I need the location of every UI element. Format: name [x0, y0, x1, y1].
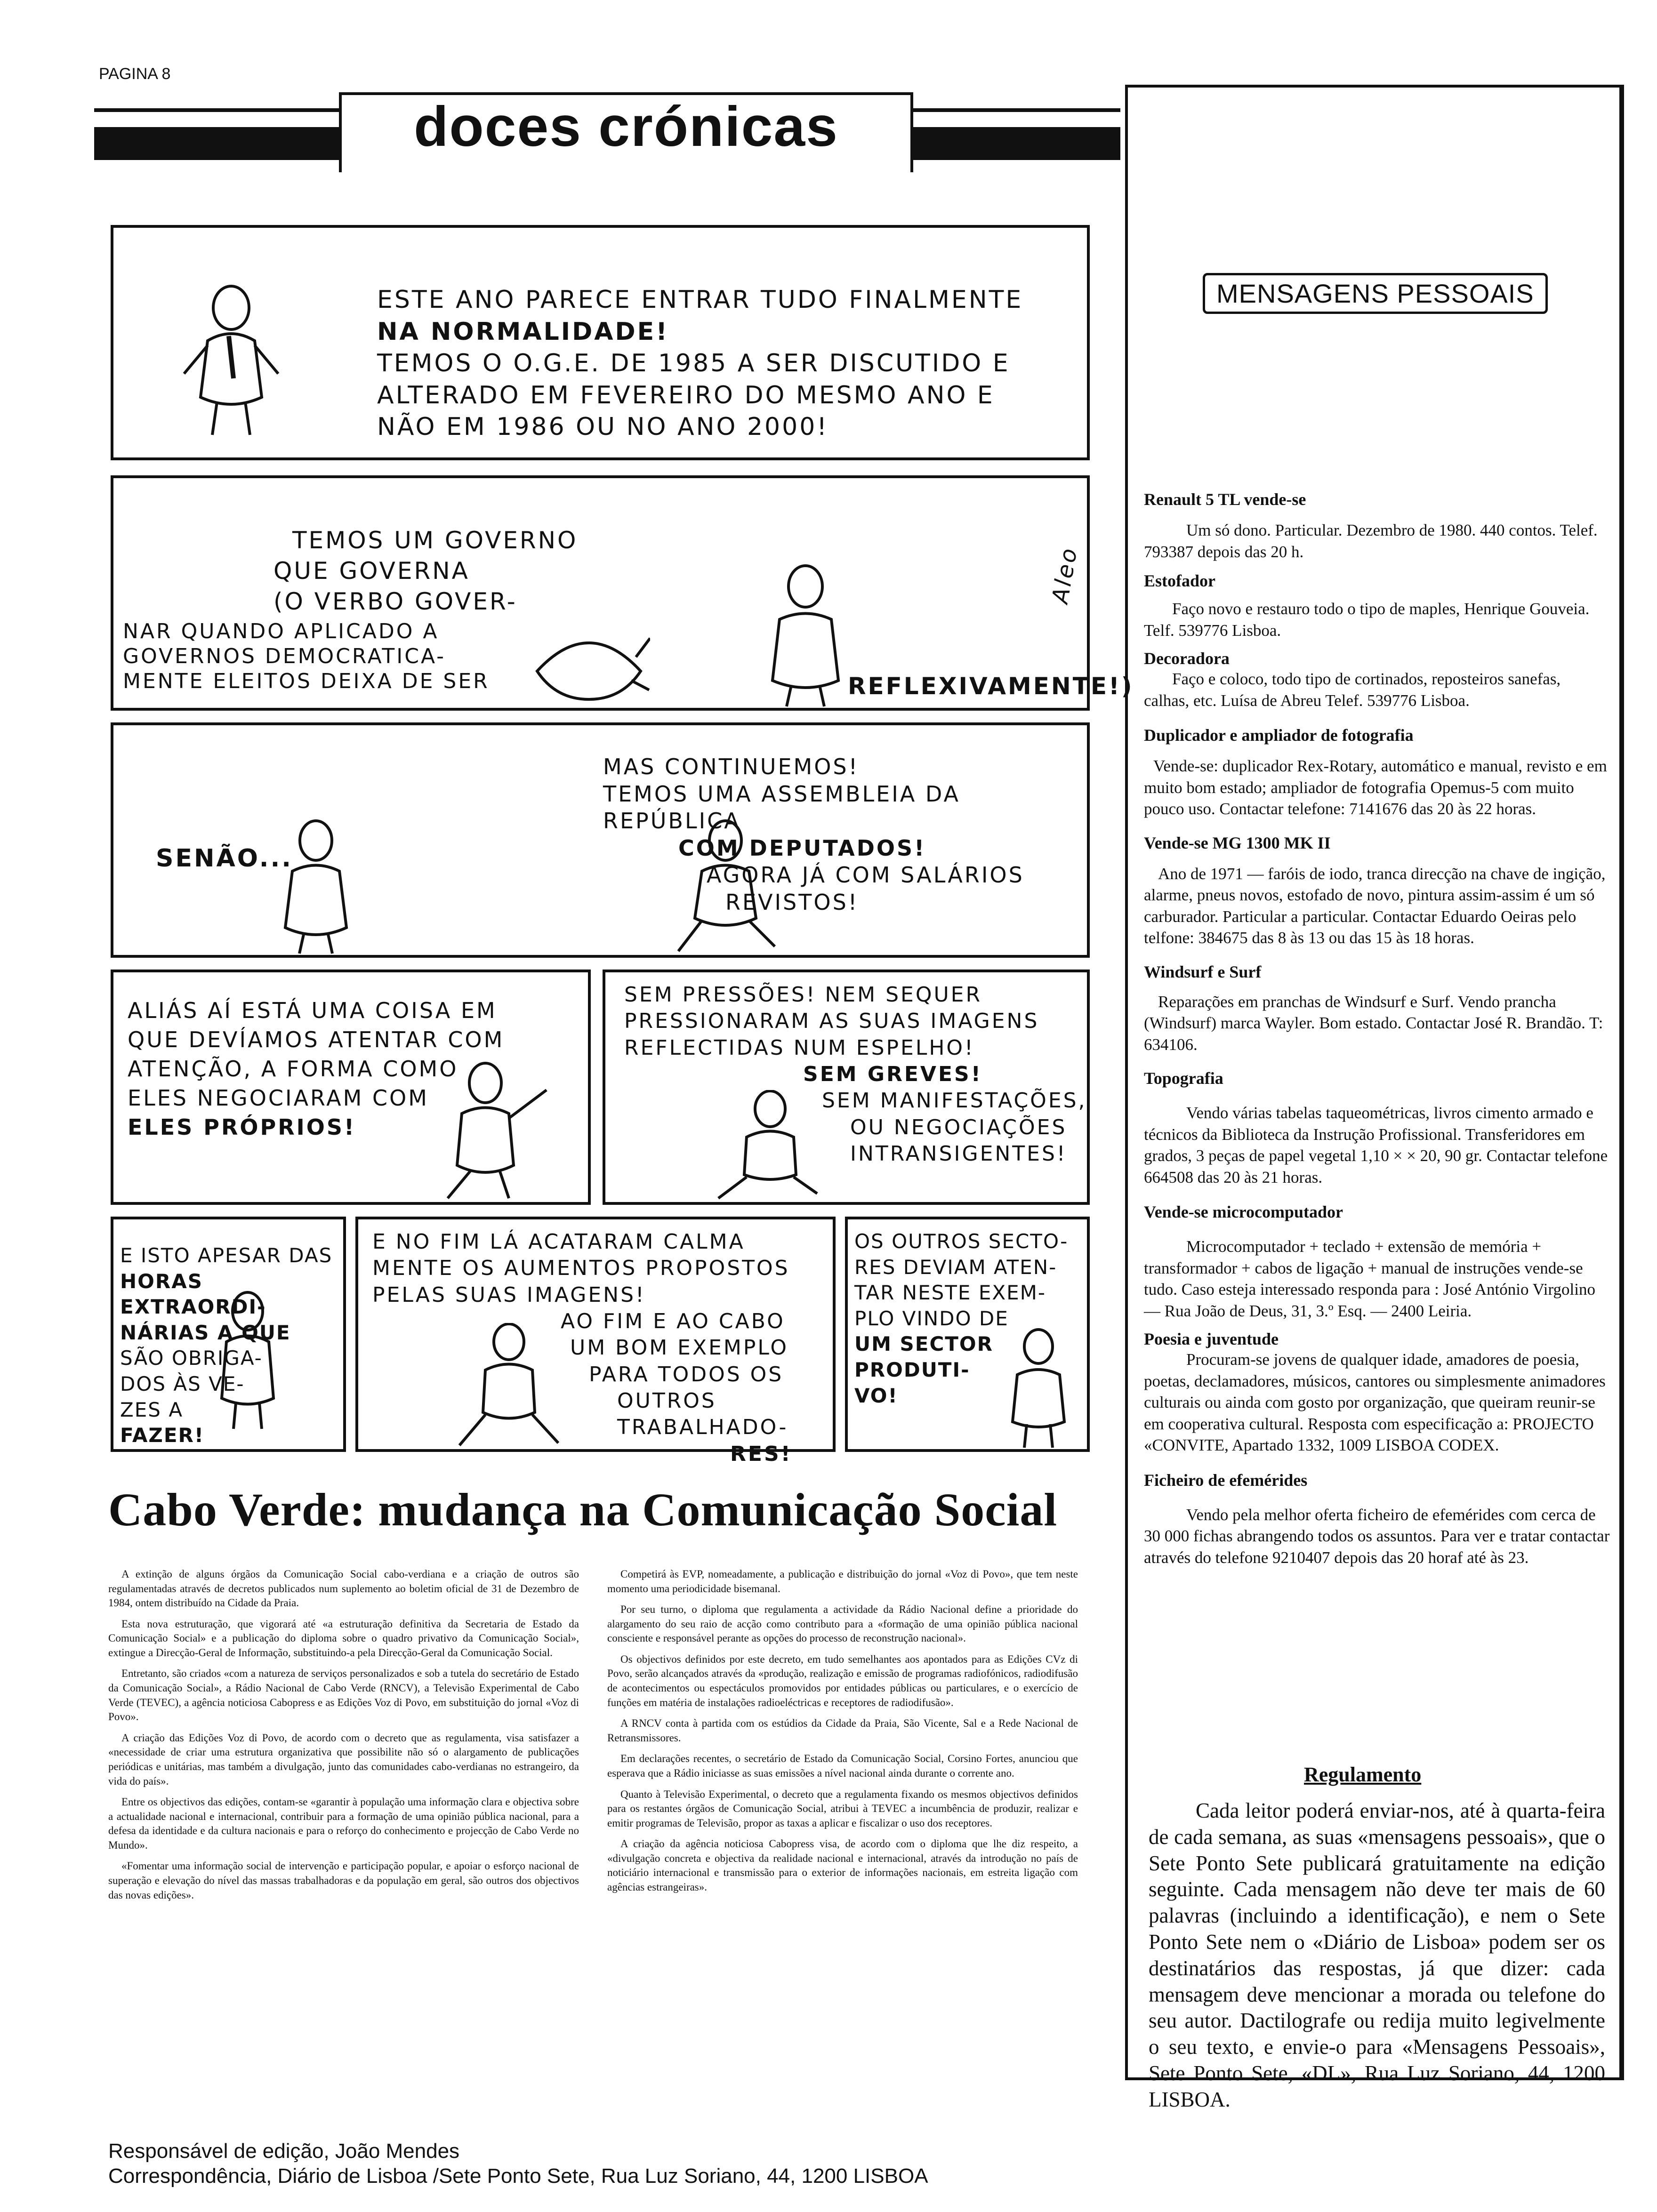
ad-item — [1144, 962, 1610, 1056]
ad-body: Reparações em pranchas de Windsurf e Surf. Vendo prancha (Windsurf) marca Wayler. Bom estado. Contactar José R. Brandão. T: 634106. — [1144, 992, 1603, 1054]
panel6-line4: SÃO OBRIGA- — [120, 1346, 263, 1370]
ad-item — [1144, 649, 1610, 711]
ad-body: Ano de 1971 — faróis de iodo, tranca direcção na chave de ingição, alarme, pneus novos, estofado de novo, pintura assim-assim é um só carburador. Particular a particular. Contactar Eduardo Oeiras pelo telfone: 384675 das 8 às 13 ou das 15 às 18 horas. — [1144, 864, 1606, 947]
article-col2-para: Em declarações recentes, o secretário de Estado da Comunicação Social, Corsino Fortes, anunciou que esperava que a Rádio iniciasse as suas emissões a nível nacional ainda durante o corrente ano. — [607, 1753, 1078, 1779]
panel5-line5: SEM MANIFESTAÇÕES, — [822, 1089, 1087, 1113]
panel6-line5: DOS ÀS VE- — [120, 1372, 245, 1395]
panel5-line3: REFLECTIDAS NUM ESPELHO! — [624, 1035, 975, 1060]
panel1-line4: ALTERADO EM FEVEREIRO DO MESMO ANO E — [377, 381, 995, 409]
panel4-line3: ATENÇÃO, A FORMA COMO — [128, 1056, 458, 1082]
comic-panel-3 — [111, 722, 1090, 958]
panel2-line4: NAR QUANDO APLICADO A — [123, 619, 439, 643]
panel8-line1: OS OUTROS SECTO- — [854, 1230, 1069, 1253]
footer-editor: Responsável de edição, João Mendes — [108, 2140, 460, 2163]
panel3-line2: TEMOS UMA ASSEMBLEIA DA REPÚBLICA — [603, 781, 960, 834]
comic-panel-4 — [111, 970, 591, 1205]
cartoon-figure-icon — [998, 1328, 1078, 1450]
panel7-line8: RES! — [730, 1442, 792, 1466]
header-bar-left — [94, 127, 339, 160]
ad-heading: Decoradora — [1144, 649, 1230, 668]
article-headline: Cabo Verde: mudança na Comunicação Social — [108, 1483, 1058, 1536]
comic-panel-1 — [111, 225, 1090, 460]
ad-item — [1144, 571, 1610, 641]
panel7-line7: OUTROS TRABALHADO- — [617, 1388, 788, 1440]
comic-panel-2 — [111, 475, 1134, 711]
sidebar-title: MENSAGENS PESSOAIS — [1203, 273, 1548, 314]
panel4-line2: QUE DEVÍAMOS ATENTAR COM — [128, 1027, 505, 1053]
cartoon-figure-icon — [669, 819, 782, 956]
regulamento-body: Cada leitor poderá enviar-nos, até à quarta-feira de cada semana, as suas «mensagens pessoais», que o Sete Ponto Sete publicará gratuitamente na edição seguinte. Cada mensagem não deve ter mais de 60 palavras (incluindo a identificação), e nem o Sete Ponto Sete nem o «Diário de Lisboa» podem ser os destinatários das respostas, já que dizer: cada mensagem deve mencionar a morada ou telefone do seu autor. Dactilografe ou redija muito legivelmente o seu texto, e envie-o para «Mensagens Pessoais», Sete Ponto Sete, «DL», Rua Luz Soriano, 44, 1200 LISBOA. — [1149, 1799, 1605, 2111]
panel2-line2: QUE GOVERNA — [273, 557, 470, 585]
ad-body: Vendo várias tabelas taqueométricas, livros cimento armado e técnicos da Biblioteca da Instrução Profissional. Transferidores em grados, 3 peças de papel vegetal 1,10 × × 20, 90 gr. Contactar telefone 664508 das 20 às 21 horas. — [1144, 1104, 1608, 1186]
article-col1-para: A extinção de alguns órgãos da Comunicação Social cabo-verdiana e a criação de outros são regulamentadas através de decretos publicados num suplemento ao boletim oficial de 31 de Dezembro de 1984, ontem distribuído na Cidade da Praia. — [108, 1568, 579, 1609]
panel7-line2: MENTE OS AUMENTOS PROPOSTOS — [372, 1256, 790, 1281]
panel3-line4: AGORA JÁ COM SALÁRIOS — [707, 862, 1024, 888]
panel5-line4: SEM GREVES! — [803, 1062, 982, 1086]
article-column-1 — [108, 1567, 579, 1909]
comic-panel-7 — [355, 1217, 836, 1466]
cartoon-figure-icon — [452, 1323, 565, 1450]
panel7-line4: AO FIM E AO CABO — [561, 1309, 785, 1333]
panel7-line5: UM BOM EXEMPLO — [570, 1336, 788, 1360]
panel5-line1: SEM PRESSÕES! NEM SEQUER — [624, 983, 982, 1007]
comic-panel-5 — [603, 970, 1090, 1205]
ad-item — [1144, 833, 1610, 949]
panel8-line6: PRODUTI- — [854, 1358, 970, 1381]
ad-heading: Vende-se microcomputador — [1144, 1202, 1343, 1221]
ad-body: Procuram-se jovens de qualquer idade, amadores de poesia, poetas, declamadores, músicos, cantores ou simplesmente animadores culturais ou ainda com gosto por organização, que queiram reunir-se em cooperativa cultural. Resposta com especificação a: PROJECTO «CONVITE, Apartado 1332, 1009 LISBOA CODEX. — [1144, 1350, 1606, 1454]
section-title: doces crónicas — [414, 95, 838, 158]
regulamento-title: Regulamento — [1304, 1763, 1422, 1786]
panel3-line5: REVISTOS! — [725, 889, 859, 915]
ad-body: Faço e coloco, todo tipo de cortinados, reposteiros sanefas, calhas, etc. Luísa de Abreu Telef. 539776 Lisboa. — [1144, 670, 1561, 710]
article-col1-para: Esta nova estruturação, que vigorará até «a estruturação definitiva da Secretaria de Estado da Comunicação Social» e a publicação do diploma sobre o quadro privativo da Comunicação Social», extingue a Direcção-Geral de Informação, substituindo-a pela Direcção-Geral da Comunicação Social. — [108, 1618, 579, 1659]
panel7-line1: E NO FIM LÁ ACATARAM CALMA — [372, 1230, 745, 1254]
panel2-line3: (O VERBO GOVER- — [273, 588, 517, 615]
cartoon-figure-icon — [434, 1062, 556, 1203]
header-bar-right — [913, 127, 1120, 160]
ad-heading: Duplicador e ampliador de fotografia — [1144, 726, 1414, 745]
article-col1-para: A criação das Edições Voz di Povo, de acordo com o decreto que as regulamenta, visa satisfazer a «necessidade de criar uma estrutura organizativa que possibilite não só o alargamento de publicações periódicas e unitárias, mas também a divulgação, junto das comunidades cabo-verdianas no estrangeiro, da vida do país». — [108, 1731, 579, 1787]
panel6-line3: NÁRIAS A QUE — [120, 1321, 291, 1344]
cartoon-figure-icon — [754, 563, 857, 709]
cartoon-figure-icon — [208, 1290, 288, 1431]
ad-item — [1144, 1068, 1610, 1188]
panel5-line6: OU NEGOCIAÇÕES — [850, 1115, 1067, 1139]
panel6-line1: E ISTO APESAR DAS — [120, 1244, 333, 1267]
panel6-line2: HORAS EXTRAORDI- — [120, 1269, 266, 1319]
article-col2-para: A RNCV conta à partida com os estúdios da Cidade da Praia, São Vicente, Sal e a Rede Nacional de Retransmissores. — [607, 1717, 1078, 1744]
article-column-2 — [607, 1567, 1078, 1901]
ad-item — [1144, 725, 1610, 820]
cartoon-figure-icon — [269, 819, 363, 956]
ad-heading: Renault 5 TL vende-se — [1144, 490, 1306, 509]
panel2-line6: MENTE ELEITOS DEIXA DE SER — [123, 669, 490, 693]
ad-item — [1144, 489, 1610, 562]
ad-item — [1144, 1202, 1610, 1322]
panel1-line2: NA NORMALIDADE! — [377, 317, 669, 346]
panel2-line1: TEMOS UM GOVERNO — [292, 527, 578, 554]
comic-panel-8 — [845, 1217, 1090, 1452]
ad-body: Vende-se: duplicador Rex-Rotary, automático e manual, revisto e em muito bom estado; ampliador de fotografia Opemus-5 com muito pouco uso. Contactar telefone: 7141676 das 20 às 22 horas. — [1144, 757, 1607, 818]
panel5-line2: PRESSIONARAM AS SUAS IMAGENS — [624, 1009, 1039, 1034]
ad-heading: Poesia e juventude — [1144, 1330, 1279, 1348]
panel8-line7: VO! — [854, 1384, 898, 1407]
panel1-line1: ESTE ANO PARECE ENTRAR TUDO FINALMENTE — [377, 286, 1023, 314]
panel8-line4: PLO VINDO DE — [854, 1306, 1009, 1330]
ad-body: Microcomputador + teclado + extensão de memória + transformador + cabos de ligação + manual de instruções vende-se tudo. Caso esteja interessado responda para : José António Virgolino — Rua João de Deus, 31, 3.º Esq. — 2400 Leiria. — [1144, 1237, 1595, 1320]
ad-heading: Estofador — [1144, 571, 1215, 590]
footer-address: Correspondência, Diário de Lisboa /Sete Ponto Sete, Rua Luz Soriano, 44, 1200 LISBOA — [108, 2164, 928, 2188]
article-col2-para: Competirá às EVP, nomeadamente, a publicação e distribuição do jornal «Voz di Povo», que tem neste momento uma periodicidade bisemanal. — [607, 1568, 1078, 1595]
header-bar-right-thin — [913, 108, 1120, 112]
article-col2-para: A criação da agência noticiosa Cabopress visa, de acordo com o diploma que lhe diz respeito, a «divulgação concreta e objectiva da realidade nacional e internacional, através da introdução no país de noticiário internacional e transmissão para o exterior de informações nacionais, em estreita ligação com agências estrangeiras». — [607, 1838, 1078, 1893]
header-bar-left-thin — [94, 108, 339, 112]
ads-list — [1144, 489, 1610, 1568]
article-col2-para: Quanto à Televisão Experimental, o decreto que a regulamenta fixando os mesmos objectivos definidos para os restantes órgãos de Comunicação Social, atribui à TEVEC a incumbência de produzir, realizar e emitir programas de Televisão, propor as taxas a aplicar e fiscalizar o uso dos receptores. — [607, 1788, 1078, 1829]
ad-heading: Vende-se MG 1300 MK II — [1144, 833, 1331, 852]
panel1-line3: TEMOS O O.G.E. DE 1985 A SER DISCUTIDO E — [377, 349, 1010, 378]
panel1-line5: NÃO EM 1986 OU NO ANO 2000! — [377, 413, 829, 441]
cartoonist-signature: Aleo — [1046, 545, 1083, 606]
article-col2-para: Os objectivos definidos por este decreto, em tudo semelhantes aos apontados para as Edições CVz di Povo, serão alcançados através da «produção, realização e emissão de programas radiofónicos, radiodifusão de acontecimentos ou espectáculos promovidos por entidades públicas ou particulares, e o exercício de funções em matéria de instalações radioeléctricas e receptores de radiodifusão». — [607, 1653, 1078, 1708]
page-label: PAGINA 8 — [99, 65, 171, 83]
panel2-line5: GOVERNOS DEMOCRATICA- — [123, 644, 446, 668]
panel8-line2: RES DEVIAM ATEN- — [854, 1255, 1057, 1279]
panel4-line1: ALIÁS AÍ ESTÁ UMA COISA EM — [128, 998, 497, 1023]
article-col1-para: «Fomentar uma informação social de intervenção e participação popular, e apoiar o esforço nacional de superação e elevação do nível das massas trabalhadoras e da população em geral, são outros dos objectivos das novas edições». — [108, 1860, 579, 1901]
comic-panel-6 — [111, 1217, 346, 1452]
ad-heading: Topografia — [1144, 1069, 1223, 1088]
panel3-line1: MAS CONTINUEMOS! — [603, 754, 860, 779]
panel3-side: SENÃO... — [156, 844, 293, 873]
ad-body: Faço novo e restauro todo o tipo de maples, Henrique Gouveia. Telf. 539776 Lisboa. — [1144, 600, 1590, 640]
panel6-line7: FAZER! — [120, 1424, 205, 1447]
ad-heading: Windsurf e Surf — [1144, 962, 1262, 981]
cartoon-figure-icon — [528, 601, 650, 709]
article-col1-para: Entre os objectivos das edições, contam-se «garantir à população uma informação clara e objectiva sobre a actualidade nacional e internacional, contribuir para a formação de uma opinião pública nacional, para a defesa da identidade e da cultura nacionais e para o reforço do conhecimento e projecção de Cabo Verde no Mundo». — [108, 1796, 579, 1851]
footer — [108, 2139, 928, 2189]
article-col2-para: Por seu turno, o diploma que regulamenta a actividade da Rádio Nacional define a prioridade do alargamento do seu raio de acção como contributo para a «formação de uma opinião pública nacional consciente e responsável perante as opções do processo de reconstrução nacional». — [607, 1603, 1078, 1644]
panel4-line5: ELES PRÓPRIOS! — [128, 1114, 356, 1140]
panel7-line3: PELAS SUAS IMAGENS! — [372, 1282, 646, 1307]
cartoon-figure-icon — [709, 1090, 822, 1203]
cartoon-figure-icon — [179, 284, 283, 440]
panel3-line3: COM DEPUTADOS! — [678, 835, 926, 861]
panel2-line7: REFLEXIVAMENTE!) — [848, 673, 1134, 700]
panel5-line7: INTRANSIGENTES! — [850, 1141, 1067, 1166]
ad-body: Vendo pela melhor oferta ficheiro de efemérides com cerca de 30 000 fichas abrangendo todos os assuntos. Para ver e tratar contactar através do telefone 9210407 depois das 20 horaf até às 23. — [1144, 1505, 1610, 1567]
ad-item — [1144, 1470, 1610, 1569]
ad-heading: Ficheiro de efemérides — [1144, 1470, 1308, 1490]
panel8-line5: UM SECTOR — [854, 1332, 993, 1356]
ad-body: Um só dono. Particular. Dezembro de 1980. 440 contos. Telef. 793387 depois das 20 h. — [1144, 521, 1598, 561]
panel8-line3: TAR NESTE EXEM- — [854, 1281, 1046, 1305]
panel7-line6: PARA TODOS OS — [589, 1362, 784, 1387]
article-col1-para: Entretanto, são criados «com a natureza de serviços personalizados e sob a tutela do secretário de Estado da Comunicação Social», a Rádio Nacional de Cabo Verde (RNCV), a Televisão Experimental de Cabo Verde (TEVEC), a agência noticiosa Cabopress e as Edições Voz di Povo, em substituição do jornal «Voz di Povo». — [108, 1667, 579, 1723]
ad-item — [1144, 1329, 1610, 1456]
panel4-line4: ELES NEGOCIARAM COM — [128, 1085, 429, 1111]
panel6-line6: ZES A — [120, 1398, 184, 1421]
